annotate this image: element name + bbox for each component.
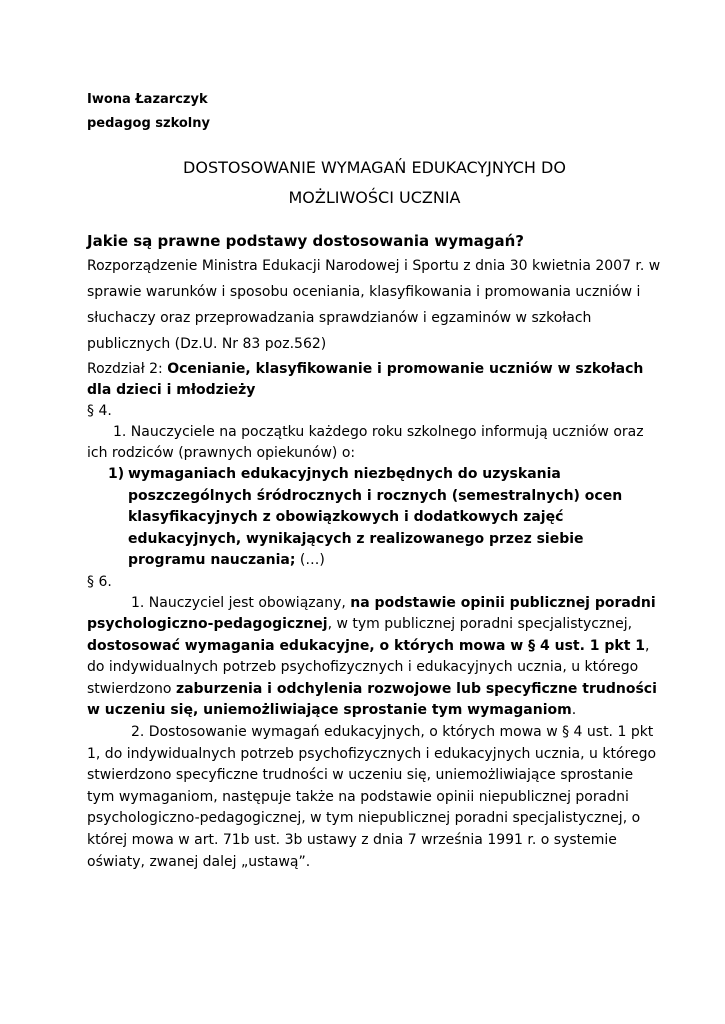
list-item <box>87 464 662 572</box>
s6p1-text-4: . <box>571 702 577 719</box>
author-role: pedagog szkolny <box>87 116 210 131</box>
s6p1-bold-2: dostosować wymagania edukacyjne, o których mowa w § 4 ust. 1 pkt 1 <box>87 637 646 654</box>
section-4-list <box>87 464 662 572</box>
regulation-paragraph: Rozporządzenie Ministra Edukacji Narodowej i Sportu z dnia 30 kwietnia 2007 r. w sprawie warunków i sposobu oceniania, klasyfikowania i promowania uczniów i słuchaczy oraz przeprowadzania sprawdzianów i egzaminów w szkołach publicznych (Dz.U. Nr 83 poz.562) <box>87 258 661 352</box>
chapter-line <box>87 359 662 401</box>
s6p1-text-3: , do indywidualnych potrzeb psychofizycznych i edukacyjnych ucznia, u którego stwierdzono <box>87 637 650 697</box>
question-heading: Jakie są prawne podstawy dostosowania wymagań? <box>87 232 524 250</box>
section-6-paragraph-2: 2. Dostosowanie wymagań edukacyjnych, o których mowa w § 4 ust. 1 pkt 1, do indywidualnych potrzeb psychofizycznych i edukacyjnych ucznia, u którego stwierdzono specyficzne trudności w uczeniu się, uniemożliwiające sprostanie tym wymaganiom, następuje także na podstawie opinii niepublicznej poradni psychologiczno-pedagogicznej, w tym niepublicznej poradni specjalistycznej, o której mowa w art. 71b ust. 3b ustawy z dnia 7 września 1991 r. o systemie oświaty, zwanej dalej „ustawą”. <box>87 724 657 870</box>
list-item-tail: (…) <box>295 552 325 568</box>
section-4-heading: § 4. <box>87 403 112 419</box>
document-page <box>87 88 662 873</box>
title-line-2: MOŻLIWOŚCI UCZNIA <box>288 188 461 207</box>
s6p1-text-2: , w tym publicznej poradni specjalistycznej, <box>327 616 633 633</box>
section-6-paragraph-1 <box>87 593 662 723</box>
author-name: Iwona Łazarczyk <box>87 92 208 107</box>
chapter-name: Ocenianie, klasyfikowanie i promowanie uczniów w szkołach dla dzieci i młodzieży <box>87 361 644 398</box>
author-block <box>87 88 662 136</box>
document-title <box>87 153 662 213</box>
section-4-paragraph-1: 1. Nauczyciele na początku każdego roku szkolnego informują uczniów oraz ich rodziców (prawnych opiekunów) o: <box>87 424 644 461</box>
section-6-heading: § 6. <box>87 573 112 590</box>
s6p1-text-1: 1. Nauczyciel jest obowiązany, <box>131 594 351 611</box>
title-line-1: DOSTOSOWANIE WYMAGAŃ EDUKACYJNYCH DO <box>183 158 566 177</box>
list-item-bold-text: wymaganiach edukacyjnych niezbędnych do uzyskania poszczególnych śródrocznych i rocznych (semestralnych) ocen klasyfikacyjnych z obowiązkowych i dodatkowych zajęć edukacyjnych, wynikających z realizowanego przez siebie programu nauczania; <box>128 466 623 568</box>
s6p1-bold-1: na podstawie opinii publicznej poradni psychologiczno-pedagogicznej <box>87 594 656 633</box>
s6p1-bold-3: zaburzenia i odchylenia rozwojowe lub specyficzne trudności w uczeniu się, uniemożliwiające sprostanie tym wymaganiom <box>87 680 657 719</box>
chapter-prefix: Rozdział 2: <box>87 361 168 377</box>
list-item-number: 1) <box>108 466 125 482</box>
